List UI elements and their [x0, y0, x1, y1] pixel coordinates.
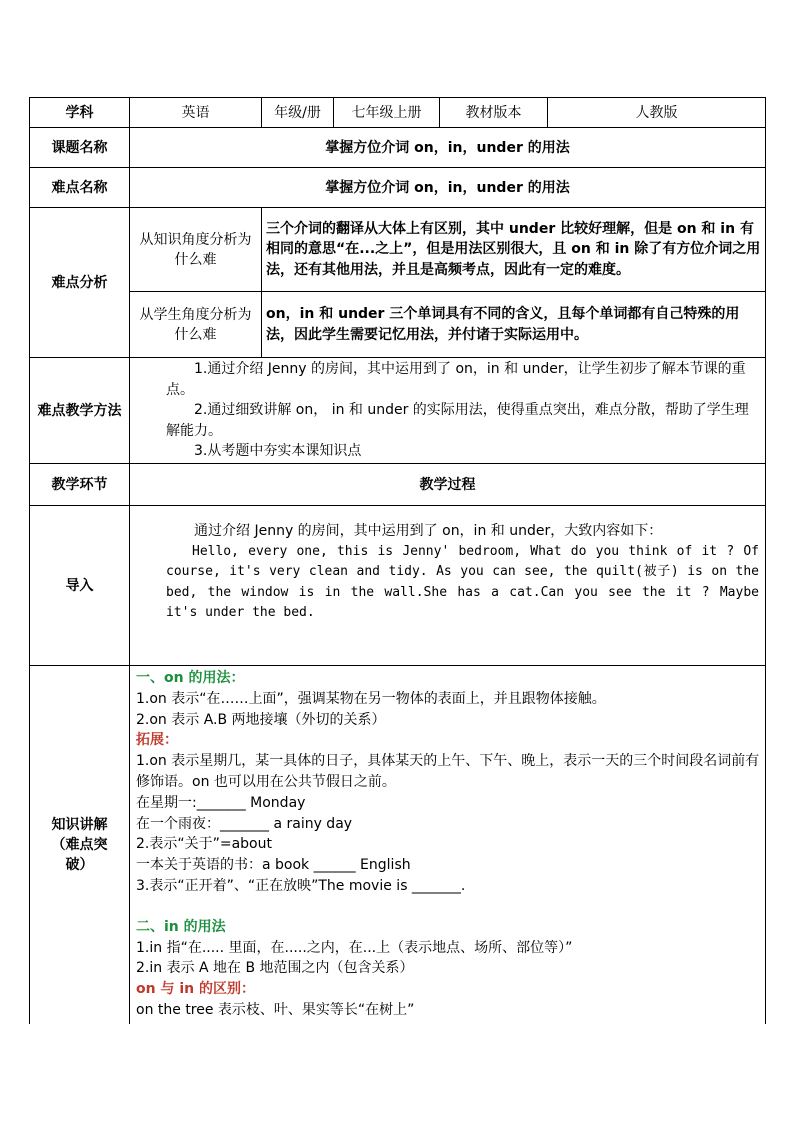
intro-row: [30, 506, 766, 666]
on-in-difference-1: on the tree 表示枝、叶、果实等长“在树上”: [136, 1001, 415, 1018]
topic-label: 课题名称: [30, 128, 130, 168]
grade-label: 年级/册: [262, 98, 334, 128]
edition-label: 教材版本: [440, 98, 548, 128]
extension-3: 3.表示“正开着”、“正在放映”The movie is _______.: [136, 877, 466, 894]
methods-content: [130, 358, 766, 464]
student-angle-text: on，in 和 under 三个单词具有不同的含义，且每个单词都有自己特殊的用法，因此学生需要记忆用法，并付诸于实际运用中。: [262, 292, 766, 358]
on-in-difference-title: on 与 in 的区别：: [136, 981, 255, 998]
in-usage-title: 二、in 的用法: [136, 918, 226, 935]
subject-label: 学科: [30, 98, 130, 128]
header-row: [30, 98, 766, 128]
edition-value: 人教版: [548, 98, 766, 128]
knowledge-label-line-3: 破）: [65, 856, 94, 873]
analysis-knowledge-row: [30, 208, 766, 292]
process-header-value: 教学过程: [130, 464, 766, 506]
methods-row: [30, 358, 766, 464]
knowledge-angle-text: 三个介词的翻译从大体上有区别，其中 under 比较好理解，但是 on 和 in 有相同的意思“在...之上”，但是用法区别很大，且 on 和 in 除了有方位介词之用法，还有其他用法，并且是高频考点，因此有一定的难度。: [262, 208, 766, 292]
knowledge-angle-label: 从知识角度分析为什么难: [130, 208, 262, 292]
on-usage-1: 1.on 表示“在……上面”，强调某物在另一物体的表面上，并且跟物体接触。: [136, 690, 606, 707]
process-header-row: [30, 464, 766, 506]
extension-1: 1.on 表示星期几，某一具体的日子，具体某天的上午、下午、晚上，表示一天的三个时间段名词前有修饰语。on 也可以用在公共节假日之前。: [136, 753, 760, 790]
example-3: 一本关于英语的书：a book ______ English: [136, 857, 411, 874]
student-angle-label: 从学生角度分析为什么难: [130, 292, 262, 358]
difficulty-name-row: [30, 168, 766, 208]
intro-content: [130, 506, 766, 666]
extension-title: 拓展：: [136, 732, 178, 749]
knowledge-label-line-1: 知识讲解: [51, 816, 108, 833]
knowledge-label-line-2: （难点突: [51, 836, 108, 853]
in-usage-1: 1.in 指“在..... 里面，在.....之内，在...上（表示地点、场所、部位等）”: [136, 939, 573, 956]
subject-value: 英语: [130, 98, 262, 128]
in-usage-2: 2.in 表示 A 地在 B 地范围之内（包含关系）: [136, 960, 414, 977]
grade-value: 七年级上册: [334, 98, 440, 128]
extension-2: 2.表示“关于”=about: [136, 836, 272, 853]
methods-label: 难点教学方法: [30, 358, 130, 464]
on-usage-2: 2.on 表示 A.B 两地接壤（外切的关系）: [136, 711, 386, 728]
intro-passage: Hello, every one, this is Jenny' bedroom, What do you think of it ? Of course, it's very clean and tidy. As you can see, the quilt(被子) is on the bed, the window is in the wall.She has a cat.Can you see the it ? Maybe it's under the bed.: [166, 543, 759, 621]
knowledge-row: [30, 666, 766, 1024]
intro-label: 导入: [30, 506, 130, 666]
example-2: 在一个雨夜：_______ a rainy day: [136, 815, 353, 832]
example-1: 在星期一:_______ Monday: [136, 794, 306, 811]
process-stage-label: 教学环节: [30, 464, 130, 506]
difficulty-name-label: 难点名称: [30, 168, 130, 208]
topic-value: 掌握方位介词 on，in，under 的用法: [130, 128, 766, 168]
intro-lead: 通过介绍 Jenny 的房间，其中运用到了 on，in 和 under，大致内容如下：: [194, 523, 663, 540]
topic-row: [30, 128, 766, 168]
on-usage-title: 一、on 的用法：: [136, 670, 245, 686]
method-item-3: 3.从考题中夯实本课知识点: [194, 443, 362, 460]
method-item-2: 2.通过细致讲解 on， in 和 under 的实际用法，使得重点突出，难点分散，帮助了学生理解能力。: [166, 402, 749, 439]
difficulty-name-value: 掌握方位介词 on，in，under 的用法: [130, 168, 766, 208]
knowledge-label: [30, 666, 130, 1024]
analysis-label: 难点分析: [30, 208, 130, 358]
method-item-1: 1.通过介绍 Jenny 的房间，其中运用到了 on，in 和 under，让学生初步了解本节课的重点。: [166, 361, 746, 398]
lesson-plan-table: [29, 97, 766, 1024]
knowledge-content: [130, 666, 766, 1024]
analysis-student-row: [30, 292, 766, 358]
